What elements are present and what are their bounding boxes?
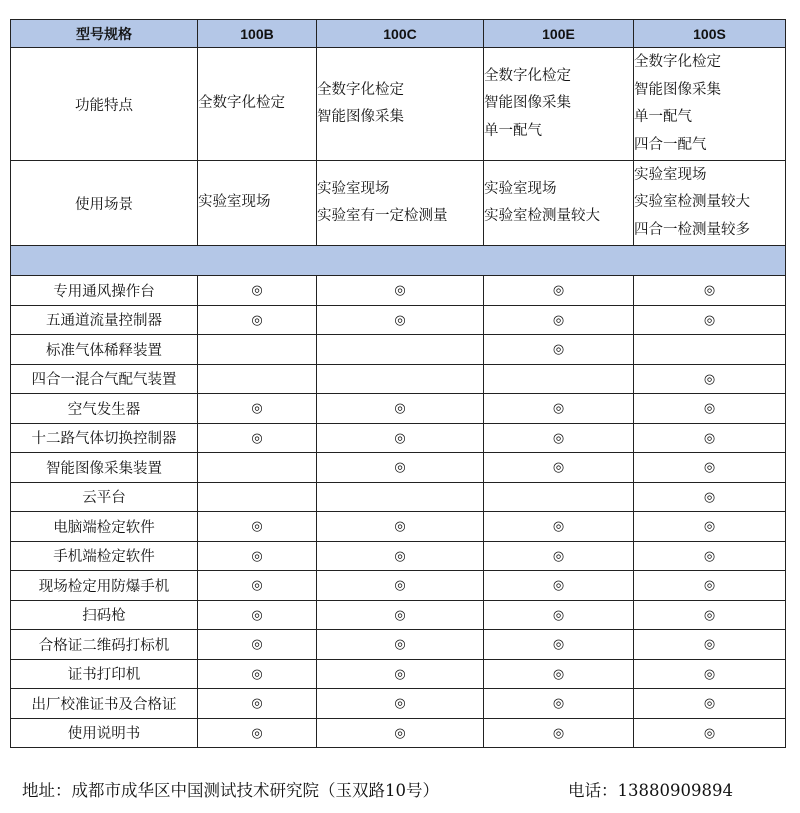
equipment-cell [198, 364, 317, 394]
model-100b-header: 100B [198, 20, 317, 48]
model-100s-header: 100S [634, 20, 786, 48]
included-mark-icon: ◎ [251, 312, 263, 328]
feature-line: 单一配气 [484, 122, 542, 139]
equipment-cell [634, 482, 786, 512]
features-cell-100c [317, 48, 484, 161]
equipment-cell [198, 394, 317, 424]
equipment-cell [317, 276, 484, 306]
equipment-name: 五通道流量控制器 [11, 305, 198, 335]
equipment-cell [317, 305, 484, 335]
equipment-name: 十二路气体切换控制器 [11, 423, 198, 453]
equipment-cell [484, 689, 634, 719]
equipment-cell [484, 482, 634, 512]
divider-cell [11, 246, 786, 276]
equipment-row [11, 600, 786, 630]
equipment-cell [634, 718, 786, 748]
included-mark-icon: ◎ [552, 401, 565, 417]
included-mark-icon: ◎ [394, 283, 406, 299]
equipment-cell [317, 630, 484, 660]
included-mark-icon: ◎ [394, 578, 406, 594]
equipment-cell [198, 630, 317, 660]
included-mark-icon: ◎ [552, 548, 565, 564]
equipment-cell [198, 423, 317, 453]
equipment-cell [317, 335, 484, 365]
equipment-cell [484, 364, 634, 394]
equipment-cell [484, 335, 634, 365]
included-mark-icon: ◎ [251, 283, 263, 299]
included-mark-icon: ◎ [552, 312, 565, 328]
equipment-row [11, 571, 786, 601]
equipment-row [11, 423, 786, 453]
equipment-cell [198, 335, 317, 365]
equipment-cell [484, 512, 634, 542]
included-mark-icon: ◎ [251, 519, 263, 535]
scenario-line: 实验室有一定检测量 [317, 208, 448, 224]
scenario-row [11, 161, 786, 246]
equipment-name: 合格证二维码打标机 [11, 630, 198, 660]
equipment-cell [484, 571, 634, 601]
equipment-cell [484, 541, 634, 571]
included-mark-icon: ◎ [394, 548, 406, 564]
equipment-name: 空气发生器 [11, 394, 198, 424]
included-mark-icon: ◎ [251, 607, 263, 623]
included-mark-icon: ◎ [552, 607, 565, 623]
included-mark-icon: ◎ [394, 312, 406, 328]
included-mark-icon: ◎ [394, 460, 406, 476]
equipment-cell [484, 276, 634, 306]
included-mark-icon: ◎ [703, 548, 716, 564]
equipment-cell [484, 659, 634, 689]
equipment-cell [634, 453, 786, 483]
equipment-cell [634, 571, 786, 601]
equipment-row [11, 482, 786, 512]
equipment-name: 出厂校准证书及合格证 [11, 689, 198, 719]
equipment-cell [484, 718, 634, 748]
features-cell-100b [198, 48, 317, 161]
equipment-cell [484, 453, 634, 483]
features-label: 功能特点 [11, 48, 198, 161]
equipment-row [11, 335, 786, 365]
included-mark-icon: ◎ [394, 519, 406, 535]
equipment-cell [634, 600, 786, 630]
included-mark-icon: ◎ [552, 696, 565, 712]
equipment-name: 手机端检定软件 [11, 541, 198, 571]
equipment-cell [317, 541, 484, 571]
feature-line: 智能图像采集 [484, 95, 571, 112]
equipment-row [11, 689, 786, 719]
equipment-name: 现场检定用防爆手机 [11, 571, 198, 601]
scenario-cell-100e [484, 161, 634, 246]
feature-line: 四合一配气 [634, 136, 707, 153]
included-mark-icon: ◎ [251, 696, 263, 712]
equipment-cell [634, 364, 786, 394]
included-mark-icon: ◎ [552, 342, 565, 358]
equipment-cell [634, 305, 786, 335]
scenario-line: 四合一检测量较多 [634, 221, 750, 238]
equipment-name: 证书打印机 [11, 659, 198, 689]
included-mark-icon: ◎ [703, 401, 716, 417]
equipment-name: 电脑端检定软件 [11, 512, 198, 542]
feature-line: 全数字化检定 [634, 54, 721, 70]
equipment-cell [317, 394, 484, 424]
equipment-row [11, 394, 786, 424]
equipment-cell [317, 482, 484, 512]
equipment-cell [484, 305, 634, 335]
included-mark-icon: ◎ [251, 548, 263, 564]
included-mark-icon: ◎ [552, 430, 565, 446]
equipment-name: 云平台 [11, 482, 198, 512]
equipment-cell [317, 423, 484, 453]
equipment-name: 使用说明书 [11, 718, 198, 748]
included-mark-icon: ◎ [703, 489, 716, 505]
included-mark-icon: ◎ [394, 637, 406, 653]
scenario-line: 实验室现场 [198, 194, 271, 211]
included-mark-icon: ◎ [703, 725, 716, 741]
scenario-line: 实验室现场 [317, 180, 390, 197]
equipment-cell [198, 276, 317, 306]
equipment-cell [634, 423, 786, 453]
included-mark-icon: ◎ [251, 725, 263, 741]
scenario-cell-100c [317, 161, 484, 246]
equipment-row [11, 364, 786, 394]
footer-phone: 电话：13880909894 [568, 781, 733, 800]
equipment-cell [198, 482, 317, 512]
equipment-cell [634, 335, 786, 365]
scenario-line: 实验室检测量较大 [634, 194, 750, 211]
equipment-row [11, 305, 786, 335]
equipment-cell [484, 394, 634, 424]
spec-table [10, 19, 786, 748]
included-mark-icon: ◎ [703, 283, 716, 299]
equipment-cell [198, 718, 317, 748]
equipment-row [11, 659, 786, 689]
scenario-line: 实验室现场 [634, 166, 707, 183]
equipment-row [11, 453, 786, 483]
equipment-name: 标准气体稀释装置 [11, 335, 198, 365]
equipment-cell [634, 512, 786, 542]
included-mark-icon: ◎ [703, 460, 716, 476]
equipment-cell [634, 630, 786, 660]
equipment-cell [484, 630, 634, 660]
equipment-cell [317, 600, 484, 630]
equipment-cell [634, 394, 786, 424]
included-mark-icon: ◎ [552, 283, 565, 299]
included-mark-icon: ◎ [703, 519, 716, 535]
equipment-cell [634, 276, 786, 306]
equipment-cell [317, 512, 484, 542]
equipment-row [11, 718, 786, 748]
feature-line: 全数字化检定 [484, 67, 571, 84]
model-100c-header: 100C [317, 20, 484, 48]
included-mark-icon: ◎ [703, 637, 716, 653]
equipment-name: 智能图像采集装置 [11, 453, 198, 483]
equipment-name: 专用通风操作台 [11, 276, 198, 306]
header-label: 型号规格 [11, 20, 198, 48]
equipment-cell [634, 541, 786, 571]
included-mark-icon: ◎ [703, 666, 716, 682]
included-mark-icon: ◎ [552, 578, 565, 594]
included-mark-icon: ◎ [394, 430, 406, 446]
scenario-line: 实验室检测量较大 [484, 208, 600, 224]
included-mark-icon: ◎ [552, 666, 565, 682]
equipment-cell [317, 689, 484, 719]
footer-address: 地址：成都市成华区中国测试技术研究院（玉双路10号） [22, 781, 439, 800]
equipment-cell [198, 512, 317, 542]
section-divider-band [11, 246, 786, 276]
included-mark-icon: ◎ [552, 725, 565, 741]
equipment-rows [11, 276, 786, 748]
included-mark-icon: ◎ [703, 578, 716, 594]
included-mark-icon: ◎ [552, 519, 565, 535]
included-mark-icon: ◎ [552, 460, 565, 476]
equipment-cell [198, 453, 317, 483]
feature-line: 单一配气 [634, 109, 692, 125]
included-mark-icon: ◎ [251, 401, 263, 417]
equipment-cell [317, 571, 484, 601]
features-row [11, 48, 786, 161]
included-mark-icon: ◎ [394, 696, 406, 712]
scenario-label: 使用场景 [11, 161, 198, 246]
equipment-cell [634, 659, 786, 689]
equipment-cell [317, 718, 484, 748]
equipment-cell [634, 689, 786, 719]
equipment-cell [198, 659, 317, 689]
feature-line: 全数字化检定 [198, 95, 285, 112]
scenario-cell-100b [198, 161, 317, 246]
included-mark-icon: ◎ [394, 725, 406, 741]
equipment-cell [484, 423, 634, 453]
included-mark-icon: ◎ [251, 430, 263, 446]
scenario-cell-100s [634, 161, 786, 246]
included-mark-icon: ◎ [703, 696, 716, 712]
equipment-cell [317, 453, 484, 483]
scenario-line: 实验室现场 [484, 180, 557, 197]
equipment-cell [317, 659, 484, 689]
features-cell-100e [484, 48, 634, 161]
included-mark-icon: ◎ [703, 430, 716, 446]
included-mark-icon: ◎ [552, 637, 565, 653]
included-mark-icon: ◎ [251, 578, 263, 594]
equipment-cell [198, 305, 317, 335]
feature-line: 智能图像采集 [317, 109, 404, 125]
included-mark-icon: ◎ [703, 371, 716, 387]
included-mark-icon: ◎ [703, 607, 716, 623]
included-mark-icon: ◎ [703, 312, 716, 328]
equipment-row [11, 512, 786, 542]
equipment-name: 扫码枪 [11, 600, 198, 630]
model-100e-header: 100E [484, 20, 634, 48]
included-mark-icon: ◎ [394, 666, 406, 682]
feature-line: 智能图像采集 [634, 81, 721, 98]
included-mark-icon: ◎ [394, 401, 406, 417]
equipment-cell [484, 600, 634, 630]
equipment-cell [198, 541, 317, 571]
equipment-name: 四合一混合气配气装置 [11, 364, 198, 394]
equipment-cell [198, 600, 317, 630]
features-cell-100s [634, 48, 786, 161]
equipment-cell [198, 571, 317, 601]
equipment-cell [317, 364, 484, 394]
included-mark-icon: ◎ [251, 637, 263, 653]
equipment-row [11, 276, 786, 306]
equipment-row [11, 541, 786, 571]
feature-line: 全数字化检定 [317, 81, 404, 98]
included-mark-icon: ◎ [394, 607, 406, 623]
included-mark-icon: ◎ [251, 666, 263, 682]
header-row [11, 20, 786, 48]
equipment-row [11, 630, 786, 660]
equipment-cell [198, 689, 317, 719]
